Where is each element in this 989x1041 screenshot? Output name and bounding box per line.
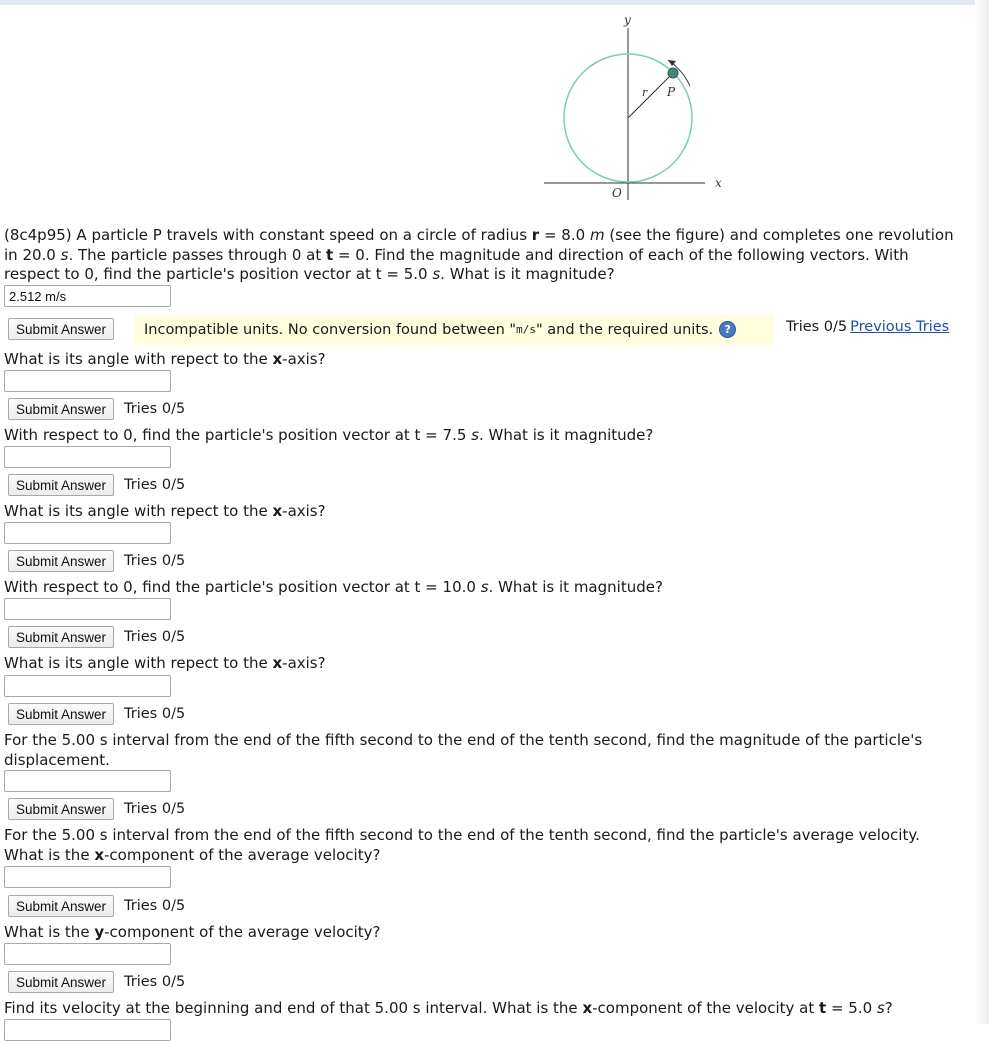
- radius-label: r: [642, 86, 648, 99]
- question-4: What is its angle with repect to the x-axis?: [4, 502, 326, 520]
- submit-row-9: [8, 971, 185, 993]
- submit-answer-button-7[interactable]: Submit Answer: [8, 798, 114, 820]
- question-3: With respect to 0, find the particle's position vector at t = 7.5 s. What is it magnitude?: [4, 426, 654, 444]
- question-7: For the 5.00 s interval from the end of the fifth second to the end of the tenth second, find the magnitude of the particle's displacement.: [4, 731, 923, 769]
- question-9: What is the y-component of the average velocity?: [4, 923, 381, 941]
- incompatible-units-notice: Incompatible units. No conversion found between " m/s " and the required units. ?: [134, 314, 774, 345]
- tries-status-1: Tries 0/5 Previous Tries: [786, 319, 950, 335]
- answer-input-6[interactable]: [4, 675, 171, 697]
- submit-answer-button-5[interactable]: Submit Answer: [8, 626, 114, 648]
- tries-status-3: Tries 0/5: [124, 477, 186, 493]
- question-6: What is its angle with repect to the x-axis?: [4, 654, 326, 672]
- tries-status-4: Tries 0/5: [124, 553, 186, 569]
- question-5: With respect to 0, find the particle's position vector at t = 10.0 s. What is it magnitude?: [4, 578, 663, 596]
- submit-answer-button-2[interactable]: Submit Answer: [8, 398, 114, 420]
- y-axis-label: y: [624, 13, 631, 27]
- answer-input-2[interactable]: [4, 370, 171, 392]
- x-axis-label: x: [715, 176, 722, 190]
- question-8: For the 5.00 s interval from the end of the fifth second to the end of the tenth second, find the particle's average velocity. What is the x-component of the average velocity?: [4, 826, 920, 864]
- particle-p: [668, 68, 678, 78]
- submit-answer-button-6[interactable]: Submit Answer: [8, 703, 114, 725]
- answer-input-5[interactable]: [4, 598, 171, 620]
- answer-input-10[interactable]: [4, 1019, 171, 1041]
- submit-answer-button-4[interactable]: Submit Answer: [8, 550, 114, 572]
- submit-row-3: [8, 474, 185, 496]
- answer-input-3[interactable]: [4, 446, 171, 468]
- submit-answer-button-3[interactable]: Submit Answer: [8, 474, 114, 496]
- answer-input-8[interactable]: [4, 866, 171, 888]
- particle-label: P: [667, 85, 676, 99]
- answer-input-4[interactable]: [4, 522, 171, 544]
- question-10: Find its velocity at the beginning and end of that 5.00 s interval. What is the x-component of the velocity at t = 5.0 s?: [4, 999, 893, 1017]
- origin-label: O: [612, 186, 622, 200]
- problem-statement: (8c4p95) A particle P travels with constant speed on a circle of radius r = 8.0 m (see the figure) and completes one revolution in 20.0 s. The particle passes through 0 at t = 0. Find the magnitude and direction of each of the following vectors. With respect to 0, find the particle's position vector at t = 5.0 s. What is it magnitude?: [4, 226, 954, 283]
- top-divider: [0, 0, 978, 5]
- answer-input-7[interactable]: [4, 770, 171, 792]
- submit-answer-button-1[interactable]: Submit Answer: [8, 318, 114, 340]
- submit-row-5: [8, 626, 185, 648]
- circle-motion-figure: [540, 8, 740, 208]
- tries-status-8: Tries 0/5: [124, 898, 186, 914]
- submit-row-4: [8, 550, 185, 572]
- submit-row-8: [8, 895, 185, 917]
- help-icon[interactable]: ?: [719, 321, 736, 338]
- submit-answer-button-9[interactable]: Submit Answer: [8, 971, 114, 993]
- tries-status-7: Tries 0/5: [124, 801, 186, 817]
- page-edge-shadow: [975, 0, 989, 1024]
- answer-input-9[interactable]: [4, 943, 171, 965]
- tries-status-2: Tries 0/5: [124, 401, 186, 417]
- question-2: What is its angle with repect to the x-axis?: [4, 350, 326, 368]
- submit-row-1: [8, 318, 114, 340]
- tries-status-9: Tries 0/5: [124, 974, 186, 990]
- submit-answer-button-8[interactable]: Submit Answer: [8, 895, 114, 917]
- tries-status-5: Tries 0/5: [124, 629, 186, 645]
- previous-tries-link[interactable]: Previous Tries: [850, 319, 950, 335]
- answer-input-1[interactable]: [4, 285, 171, 307]
- tries-status-6: Tries 0/5: [124, 706, 186, 722]
- submit-row-2: [8, 398, 185, 420]
- submit-row-6: [8, 703, 185, 725]
- submit-row-7: [8, 798, 185, 820]
